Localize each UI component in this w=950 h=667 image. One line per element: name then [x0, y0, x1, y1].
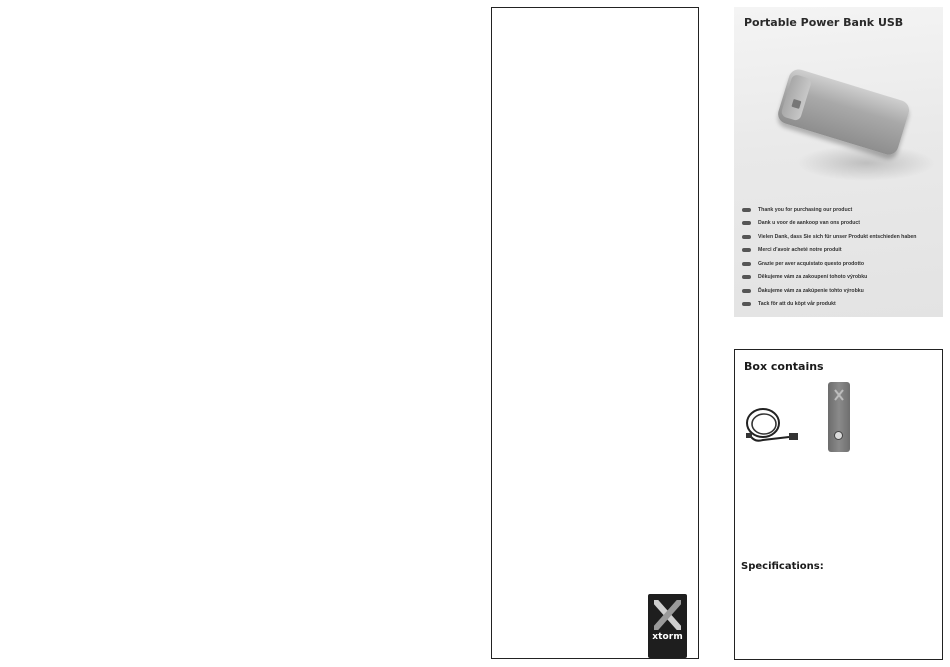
- thank-you-item: Ďakujeme vám za zakúpenie tohto výrobku: [742, 284, 916, 298]
- box-title: Box contains: [744, 360, 824, 373]
- flag-icon: [742, 275, 751, 279]
- power-bank-end: [780, 74, 812, 122]
- flag-icon: [742, 289, 751, 293]
- usb-cable-icon: [743, 403, 801, 445]
- thank-you-item: Děkujeme vám za zakoupení tohoto výrobku: [742, 271, 916, 285]
- blank-panel: [491, 7, 699, 659]
- flag-icon: [742, 248, 751, 252]
- thank-you-list: [742, 203, 916, 311]
- x-mark-icon: [834, 389, 844, 401]
- usb-port-icon: [791, 99, 801, 109]
- cover-title: Portable Power Bank USB: [744, 16, 904, 29]
- specifications-label: Specifications:: [741, 561, 824, 572]
- thank-you-item: Merci d’avoir acheté notre produit: [742, 244, 916, 258]
- flag-icon: [742, 235, 751, 239]
- xtorm-logo: [648, 594, 687, 658]
- flag-icon: [742, 302, 751, 306]
- x-mark-icon: [654, 600, 681, 630]
- power-bank-product: [828, 382, 850, 452]
- logo-text: xtorm: [652, 632, 683, 642]
- thank-you-item: Grazie per aver acquistato questo prodotto: [742, 257, 916, 271]
- thank-you-item: Thank you for purchasing our product: [742, 203, 916, 217]
- power-button-icon: [834, 431, 843, 440]
- product-shadow: [796, 145, 936, 181]
- thank-you-item: Dank u voor de aankoop van ons product: [742, 217, 916, 231]
- flag-icon: [742, 221, 751, 225]
- thank-you-item: Tack för att du köpt vår produkt: [742, 298, 916, 312]
- flag-icon: [742, 262, 751, 266]
- flag-icon: [742, 208, 751, 212]
- box-contents-panel: [734, 349, 943, 660]
- cover-panel: [734, 7, 943, 317]
- power-bank-image: [776, 67, 912, 157]
- thank-you-item: Vielen Dank, dass Sie sich für unser Produkt entschieden haben: [742, 230, 916, 244]
